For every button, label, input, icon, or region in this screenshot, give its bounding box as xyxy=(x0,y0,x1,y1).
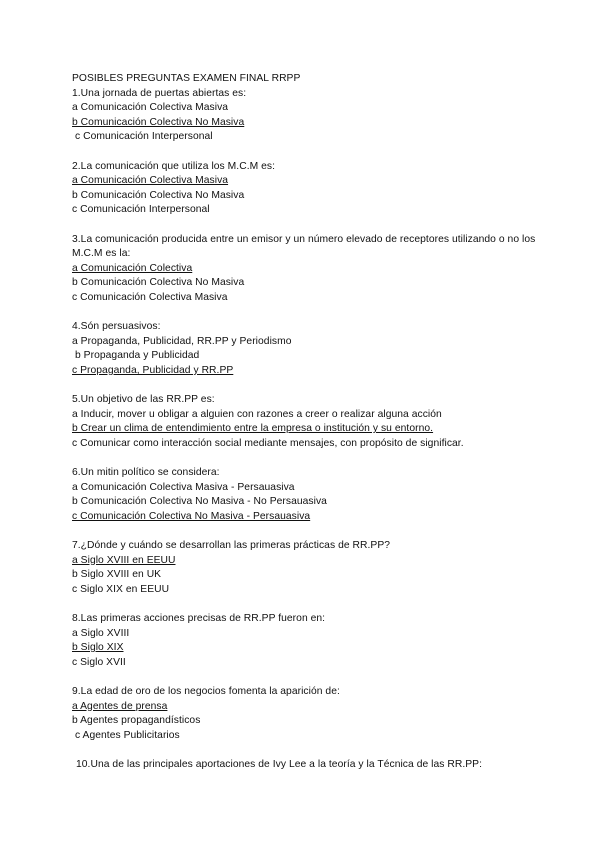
answer-option-b-correct: b Comunicación Colectiva No Masiva xyxy=(72,116,245,128)
answer-option-c: c Siglo XVII xyxy=(72,656,126,668)
question-text: 7.¿Dónde y cuándo se desarrollan las primeras prácticas de RR.PP? xyxy=(72,540,391,551)
answer-option-b: b Propaganda y Publicidad xyxy=(75,350,200,362)
answer-option-a: a Propaganda, Publicidad, RR.PP y Periodismo xyxy=(72,335,292,347)
question-text: 8.Las primeras acciones precisas de RR.PP fueron en: xyxy=(72,612,326,624)
answer-option-c: c Agentes Publicitarios xyxy=(75,729,180,741)
document-title: POSIBLES PREGUNTAS EXAMEN FINAL RRPP xyxy=(72,73,301,84)
question-text: 5.Un objetivo de las RR.PP es: xyxy=(72,394,215,406)
answer-option-a-correct: a Comunicación Colectiva xyxy=(72,262,193,274)
answer-option-c: c Siglo XIX en EEUU xyxy=(72,583,170,595)
question-text: 2.La comunicación que utiliza los M.C.M es: xyxy=(72,160,276,172)
answer-option-c-correct: c Propaganda, Publicidad y RR.PP xyxy=(72,364,234,376)
question-text: 9.La edad de oro de los negocios fomenta la aparición de: xyxy=(72,685,340,697)
question-text: 4.Són persuasivos: xyxy=(72,321,161,333)
question-text: 6.Un mitin político se considera: xyxy=(72,467,220,479)
answer-option-c: c Comunicación Interpersonal xyxy=(75,131,213,143)
question-3 xyxy=(72,233,552,306)
question-4 xyxy=(72,320,552,378)
answer-option-b: b Comunicación Colectiva No Masiva xyxy=(72,189,245,201)
question-1 xyxy=(72,87,552,145)
answer-option-b: b Siglo XVIII en UK xyxy=(72,569,162,581)
answer-option-a: a Comunicación Colectiva Masiva - Persauasiva xyxy=(72,481,295,493)
answer-option-a-correct: a Comunicación Colectiva Masiva xyxy=(72,175,229,187)
answer-option-b: b Comunicación Colectiva No Masiva - No Persauasiva xyxy=(72,496,327,508)
question-7 xyxy=(72,539,552,597)
answer-option-a: a Siglo XVIII xyxy=(72,627,130,639)
answer-option-c: c Comunicar como interacción social mediante mensajes, con propósito de significar. xyxy=(72,437,464,449)
answer-option-b: b Comunicación Colectiva No Masiva xyxy=(72,277,245,289)
question-5 xyxy=(72,393,552,451)
question-text: 10.Una de las principales aportaciones de Ivy Lee a la teoría y la Técnica de las RR.PP: xyxy=(76,758,483,770)
answer-option-b-correct: b Siglo XIX xyxy=(72,642,124,654)
answer-option-b-correct: b Crear un clima de entendimiento entre la empresa o institución y su entorno. xyxy=(72,423,434,435)
answer-option-a-correct: a Agentes de prensa xyxy=(72,700,168,712)
answer-option-c: c Comunicación Interpersonal xyxy=(72,204,210,216)
answer-option-c: c Comunicación Colectiva Masiva xyxy=(72,291,228,303)
question-2 xyxy=(72,160,552,218)
question-9 xyxy=(72,685,552,743)
answer-option-a-correct: a Siglo XVIII en EEUU xyxy=(72,554,176,566)
question-text: 1.Una jornada de puertas abiertas es: xyxy=(72,87,247,99)
question-6 xyxy=(72,466,552,524)
answer-option-c-correct: c Comunicación Colectiva No Masiva - Persauasiva xyxy=(72,510,311,522)
answer-option-a: a Comunicación Colectiva Masiva xyxy=(72,102,229,114)
answer-option-a: a Inducir, mover u obligar a alguien con razones a creer o realizar alguna acción xyxy=(72,408,442,420)
question-10 xyxy=(72,758,552,773)
answer-option-b: b Agentes propagandísticos xyxy=(72,715,201,727)
question-text: 3.La comunicación producida entre un emisor y un número elevado de receptores utilizando o no los M.C.M es la: xyxy=(72,233,536,260)
question-8 xyxy=(72,612,552,670)
exam-document xyxy=(72,72,552,787)
